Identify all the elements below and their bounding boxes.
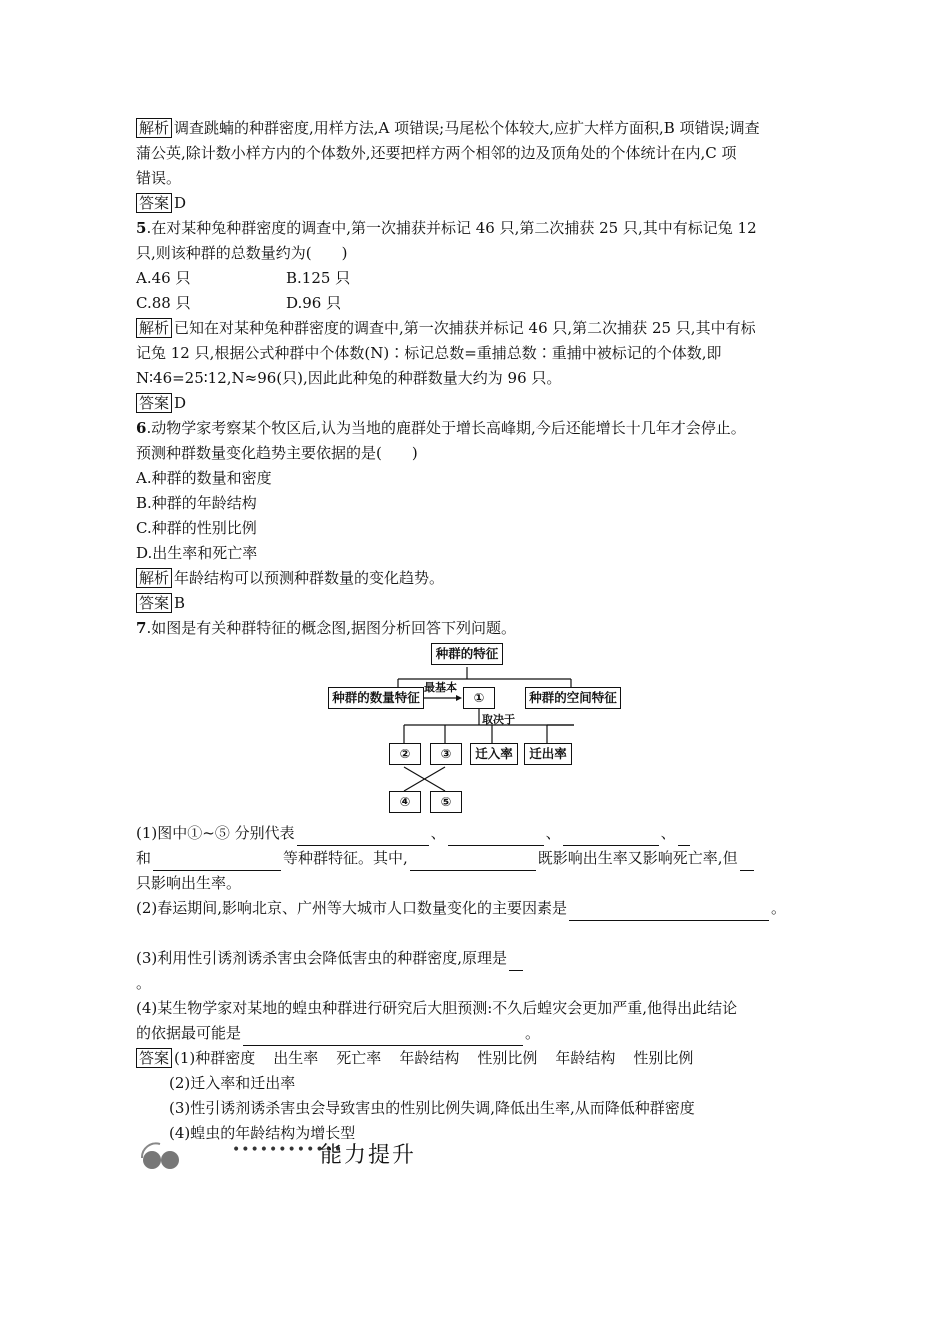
option-b: B.种群的年龄结构 bbox=[136, 494, 257, 512]
answer-tag: 答案 bbox=[136, 593, 172, 613]
node-quantity-features: 种群的数量特征 bbox=[328, 687, 424, 709]
node-spatial-features: 种群的空间特征 bbox=[525, 687, 621, 709]
q5-analysis-line-1: 解析 已知在对某种兔种群密度的调查中,第一次捕获并标记 46 只,第二次捕获 25 只,其中有标 bbox=[136, 316, 826, 341]
q7-answer-2: (2)迁入率和迁出率 bbox=[169, 1074, 296, 1092]
q6-answer: 答案 B bbox=[136, 591, 826, 616]
option-a: A.种群的数量和密度 bbox=[136, 469, 272, 487]
edge-label-depends-on: 取决于 bbox=[482, 713, 515, 726]
option-b: B.125 只 bbox=[286, 269, 351, 287]
q5-analysis-line-3: N∶46=25∶12,N≈96(只),因此此种兔的种群数量大约为 96 只。 bbox=[136, 369, 562, 387]
node-4: ④ bbox=[389, 791, 421, 813]
page-content bbox=[136, 116, 826, 1146]
q6-stem-line-1: 6.动物学家考察某个牧区后,认为当地的鹿群处于增长高峰期,今后还能增长十几年才会停止。 bbox=[136, 419, 746, 437]
q7-sub3: (3)利用性引诱剂诱杀害虫会降低害虫的种群密度,原理是 bbox=[136, 946, 826, 971]
q7-stem: 7.如图是有关种群特征的概念图,据图分析回答下列问题。 bbox=[136, 619, 516, 637]
q6-stem-line-2: 预测种群数量变化趋势主要依据的是( ) bbox=[136, 444, 418, 462]
node-population-features: 种群的特征 bbox=[431, 643, 503, 665]
q7-sub4-line-1: (4)某生物学家对某地的蝗虫种群进行研究后大胆预测:不久后蝗灾会更加严重,他得出此结论 bbox=[136, 999, 738, 1017]
concept-diagram bbox=[136, 641, 826, 821]
answer-blank[interactable] bbox=[297, 827, 429, 846]
option-a: A.46 只 bbox=[136, 269, 191, 287]
answer-tag: 答案 bbox=[136, 193, 172, 213]
option-c: C.88 只 bbox=[136, 294, 191, 312]
section-dots: •••••••••••• bbox=[232, 1142, 344, 1158]
q7-sub1-line-2: 和 等种群特征。其中, 既影响出生率又影响死亡率,但 bbox=[136, 846, 826, 871]
q5-options-row-1 bbox=[136, 266, 826, 291]
spacer bbox=[136, 921, 826, 946]
q4-analysis-line-2: 蒲公英,除计数小样方内的个体数外,还要把样方两个相邻的边及顶角处的个体统计在内,C 项 bbox=[136, 144, 737, 162]
section-badge-icon bbox=[136, 1138, 196, 1174]
answer-blank[interactable] bbox=[509, 952, 523, 971]
edge-label-most-basic: 最基本 bbox=[424, 681, 457, 694]
q7-answer-1: 答案 (1)种群密度 出生率 死亡率 年龄结构 性别比例 年龄结构 性别比例 bbox=[136, 1046, 826, 1071]
node-5: ⑤ bbox=[430, 791, 462, 813]
node-3: ③ bbox=[430, 743, 462, 765]
answer-tag: 答案 bbox=[136, 1048, 172, 1068]
option-c: C.种群的性别比例 bbox=[136, 519, 257, 537]
answer-blank[interactable] bbox=[678, 827, 690, 846]
node-emigration-rate: 迁出率 bbox=[524, 743, 572, 765]
q7-sub4-line-2: 的依据最可能是 。 bbox=[136, 1021, 826, 1046]
q5-stem-line-2: 只,则该种群的总数量约为( ) bbox=[136, 244, 348, 262]
q5-options-row-2 bbox=[136, 291, 826, 316]
q4-answer: 答案 D bbox=[136, 191, 826, 216]
option-d: D.96 只 bbox=[286, 294, 342, 312]
q6-analysis: 解析 年龄结构可以预测种群数量的变化趋势。 bbox=[136, 566, 826, 591]
option-d: D.出生率和死亡率 bbox=[136, 544, 258, 562]
answer-tag: 答案 bbox=[136, 393, 172, 413]
node-2: ② bbox=[389, 743, 421, 765]
q7-sub2: (2)春运期间,影响北京、广州等大城市人口数量变化的主要因素是 。 bbox=[136, 896, 826, 921]
q5-stem-line-1: 5.在对某种兔种群密度的调查中,第一次捕获并标记 46 只,第二次捕获 25 只,其中有标记兔 12 bbox=[136, 219, 757, 237]
answer-blank[interactable] bbox=[563, 827, 659, 846]
section-header bbox=[136, 1138, 536, 1174]
q7-answer-4: (4)蝗虫的年龄结构为增长型 bbox=[169, 1124, 356, 1142]
answer-blank[interactable] bbox=[740, 852, 754, 871]
q7-sub3-end: 。 bbox=[136, 974, 152, 992]
q4-analysis-line-1: 解析 调查跳蝻的种群密度,用样方法,A 项错误;马尾松个体较大,应扩大样方面积,B 项错误;调查 bbox=[136, 116, 826, 141]
q7-sub1-line-3: 只影响出生率。 bbox=[136, 874, 242, 892]
analysis-tag: 解析 bbox=[136, 568, 172, 588]
answer-blank[interactable] bbox=[153, 852, 281, 871]
answer-blank[interactable] bbox=[243, 1027, 523, 1046]
answer-blank[interactable] bbox=[448, 827, 544, 846]
q7-sub1-line-1: (1)图中①~⑤ 分别代表 、 、 、 bbox=[136, 821, 826, 846]
node-1: ① bbox=[463, 687, 495, 709]
q5-answer: 答案 D bbox=[136, 391, 826, 416]
answer-blank[interactable] bbox=[410, 852, 536, 871]
analysis-tag: 解析 bbox=[136, 118, 172, 138]
answer-blank[interactable] bbox=[569, 902, 769, 921]
arrow-head bbox=[456, 695, 462, 701]
diagram-connectors bbox=[136, 641, 826, 821]
q4-analysis-line-3: 错误。 bbox=[136, 169, 182, 187]
q7-answer-3: (3)性引诱剂诱杀害虫会导致害虫的性别比例失调,降低出生率,从而降低种群密度 bbox=[169, 1099, 695, 1117]
section-title: 能力提升 bbox=[320, 1143, 417, 1168]
analysis-tag: 解析 bbox=[136, 318, 172, 338]
node-immigration-rate: 迁入率 bbox=[470, 743, 518, 765]
q5-analysis-line-2: 记兔 12 只,根据公式种群中个体数(N)∶标记总数=重捕总数∶重捕中被标记的个体数,即 bbox=[136, 344, 722, 362]
